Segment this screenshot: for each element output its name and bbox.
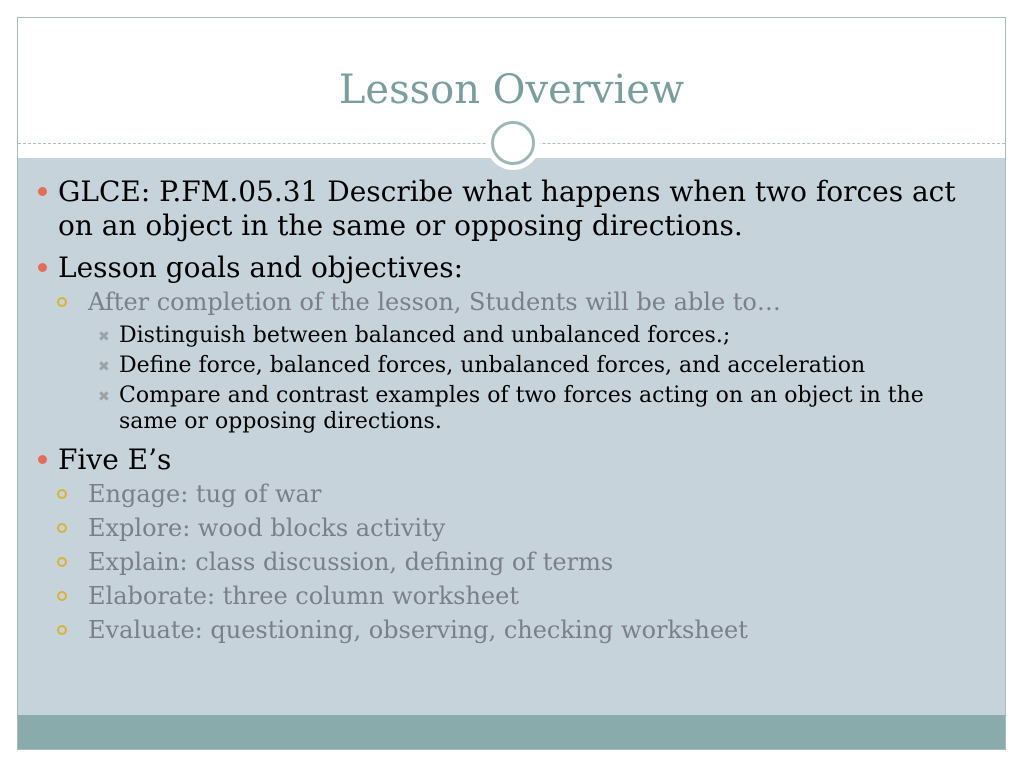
x-mark-icon: ✖ bbox=[98, 389, 110, 405]
objective-text: Define force, balanced forces, unbalanced forces, and acceleration bbox=[119, 353, 866, 378]
hollow-circle-icon bbox=[57, 489, 67, 499]
bullet-text: GLCE: P.FM.05.31 Describe what happens when two forces act on an object in the same or opposing directions. bbox=[58, 175, 956, 242]
sub-bullet-text: After completion of the lesson, Students will be able to… bbox=[88, 288, 781, 316]
slide-title: Lesson Overview bbox=[338, 67, 685, 113]
five-e-text: Explain: class discussion, defining of terms bbox=[88, 548, 614, 576]
hollow-circle-icon bbox=[57, 297, 67, 307]
bullet-text: Five E’s bbox=[58, 443, 172, 476]
bullet-text: Lesson goals and objectives: bbox=[58, 251, 464, 284]
x-mark-icon: ✖ bbox=[98, 329, 110, 345]
objective-item bbox=[98, 383, 958, 435]
x-mark-icon: ✖ bbox=[98, 359, 110, 375]
five-e-item bbox=[57, 545, 958, 579]
five-e-item bbox=[57, 579, 958, 613]
five-e-item bbox=[57, 613, 958, 647]
footer-band bbox=[18, 715, 1005, 750]
ring-ornament-icon bbox=[486, 116, 540, 170]
hollow-circle-icon bbox=[57, 557, 67, 567]
objective-item bbox=[98, 323, 958, 349]
objective-text: Compare and contrast examples of two forces acting on an object in the same or opposing directions. bbox=[119, 383, 924, 434]
objective-text: Distinguish between balanced and unbalanced forces.; bbox=[119, 323, 731, 348]
five-e-item bbox=[57, 511, 958, 545]
bullet-dot-icon bbox=[38, 187, 47, 196]
bullet-list bbox=[38, 175, 958, 647]
bullet-goals bbox=[38, 251, 958, 285]
objective-item bbox=[98, 353, 958, 379]
five-e-text: Evaluate: questioning, observing, checking worksheet bbox=[88, 616, 748, 644]
bullet-dot-icon bbox=[38, 455, 47, 464]
five-e-text: Elaborate: three column worksheet bbox=[88, 582, 519, 610]
hollow-circle-icon bbox=[57, 591, 67, 601]
sub-bullet-goals bbox=[57, 285, 958, 319]
five-e-text: Explore: wood blocks activity bbox=[88, 514, 446, 542]
bullet-dot-icon bbox=[38, 263, 47, 272]
hollow-circle-icon bbox=[57, 523, 67, 533]
five-e-item bbox=[57, 477, 958, 511]
bullet-glce bbox=[38, 175, 958, 243]
five-e-text: Engage: tug of war bbox=[88, 480, 322, 508]
bullet-five-es bbox=[38, 443, 958, 477]
hollow-circle-icon bbox=[57, 625, 67, 635]
